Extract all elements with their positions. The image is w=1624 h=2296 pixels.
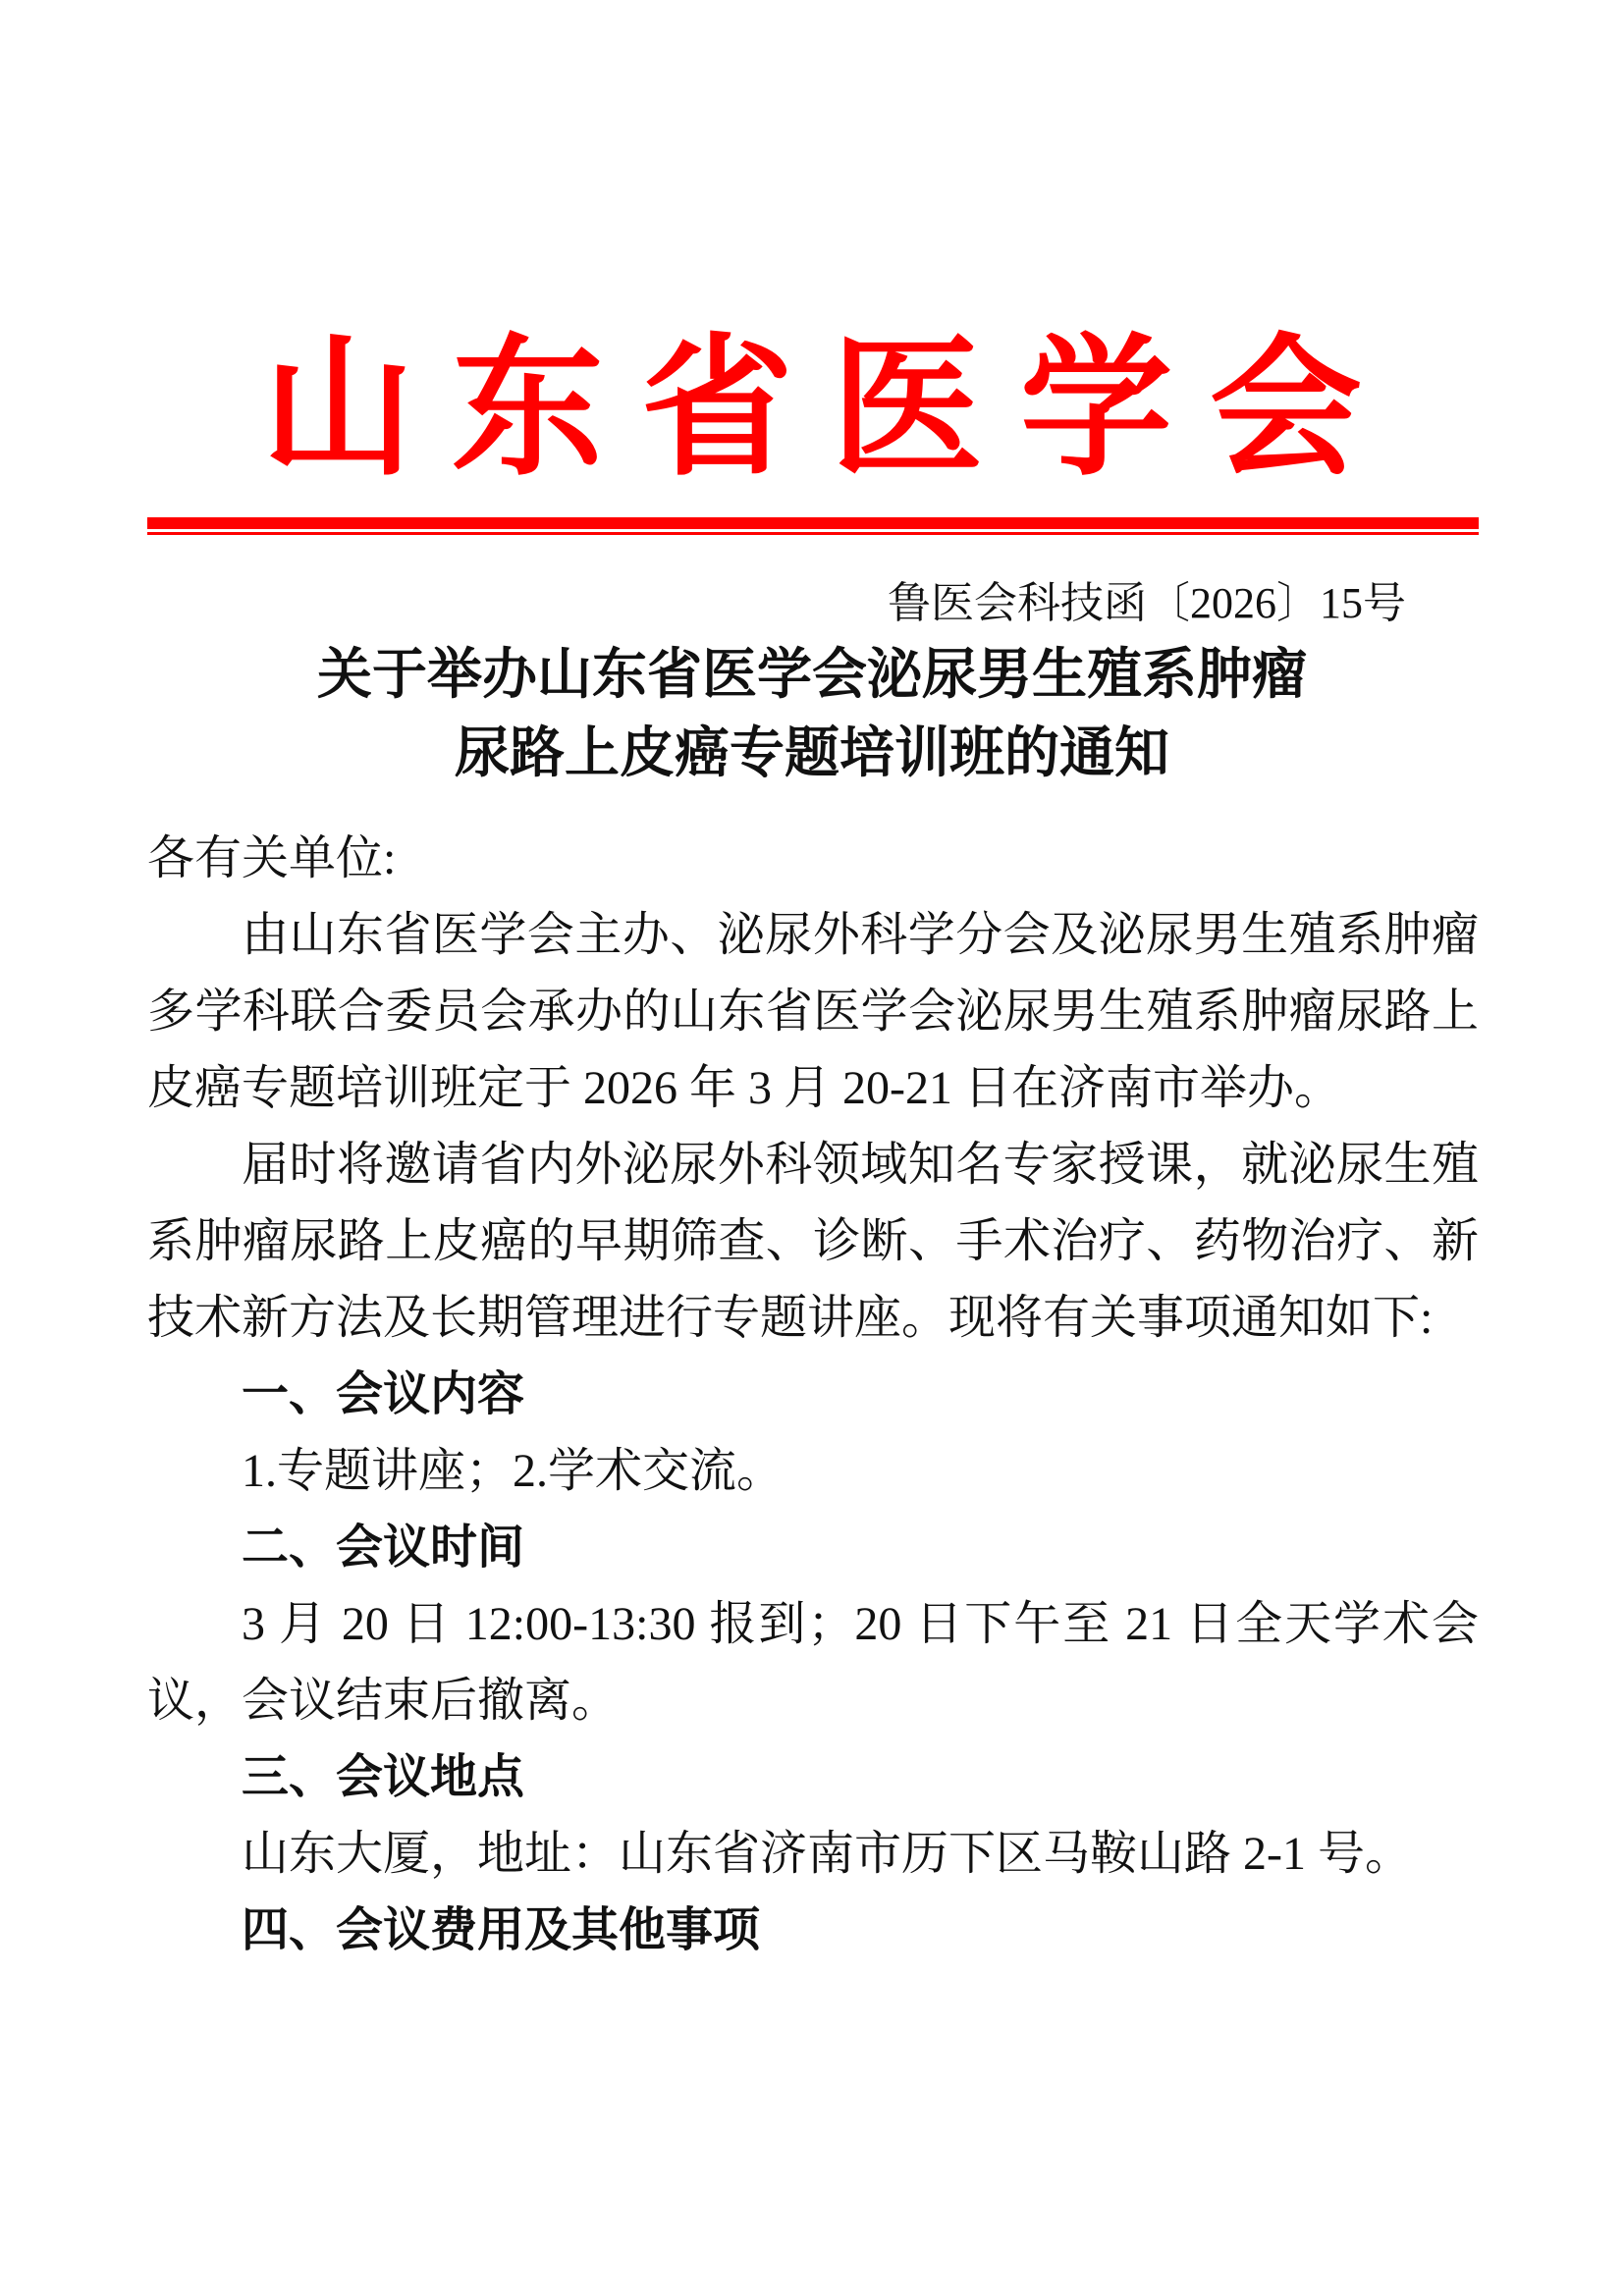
section-heading: 二、会议时间	[242, 1522, 525, 1574]
body-paragraph: 届时将邀请省内外泌尿外科领域知名专家授课，就泌尿生殖系肿瘤尿路上皮癌的早期筛查、诊断、手术治疗、药物治疗、新技术新方法及长期管理进行专题讲座。现将有关事项通知如下:	[147, 1139, 1479, 1344]
section-heading: 一、会议内容	[242, 1368, 525, 1420]
body-paragraph: 3 月 20 日 12:00-13:30 报到；20 日下午至 21 日全天学术会议，会议结束后撤离。	[147, 1598, 1479, 1727]
section-heading: 三、会议地点	[242, 1751, 525, 1803]
section-heading: 四、会议费用及其他事项	[242, 1904, 761, 1956]
salutation: 各有关单位:	[147, 832, 397, 884]
body-paragraph: 1.专题讲座；2.学术交流。	[242, 1445, 785, 1497]
divider-thick-line	[147, 517, 1479, 529]
notice-title	[0, 636, 1624, 793]
body-paragraph: 山东大厦，地址：山东省济南市历下区马鞍山路 2-1 号。	[242, 1828, 1412, 1880]
body-paragraph: 由山东省医学会主办、泌尿外科学分会及泌尿男生殖系肿瘤多学科联合委员会承办的山东省医学会泌尿男生殖系肿瘤尿路上皮癌专题培训班定于 2026 年 3 月 20-21 日在济南市举办。	[147, 909, 1479, 1114]
divider-thin-line	[147, 532, 1479, 535]
document-number: 鲁医会科技函〔2026〕15号	[888, 579, 1406, 627]
notice-title-line-2: 尿路上皮癌专题培训班的通知	[455, 723, 1169, 784]
letterhead-divider	[147, 517, 1479, 535]
notice-title-line-1: 关于举办山东省医学会泌尿男生殖系肿瘤	[317, 645, 1307, 706]
notice-body	[147, 821, 1479, 1969]
letterhead-org-name: 山东省医学会	[262, 325, 1399, 494]
